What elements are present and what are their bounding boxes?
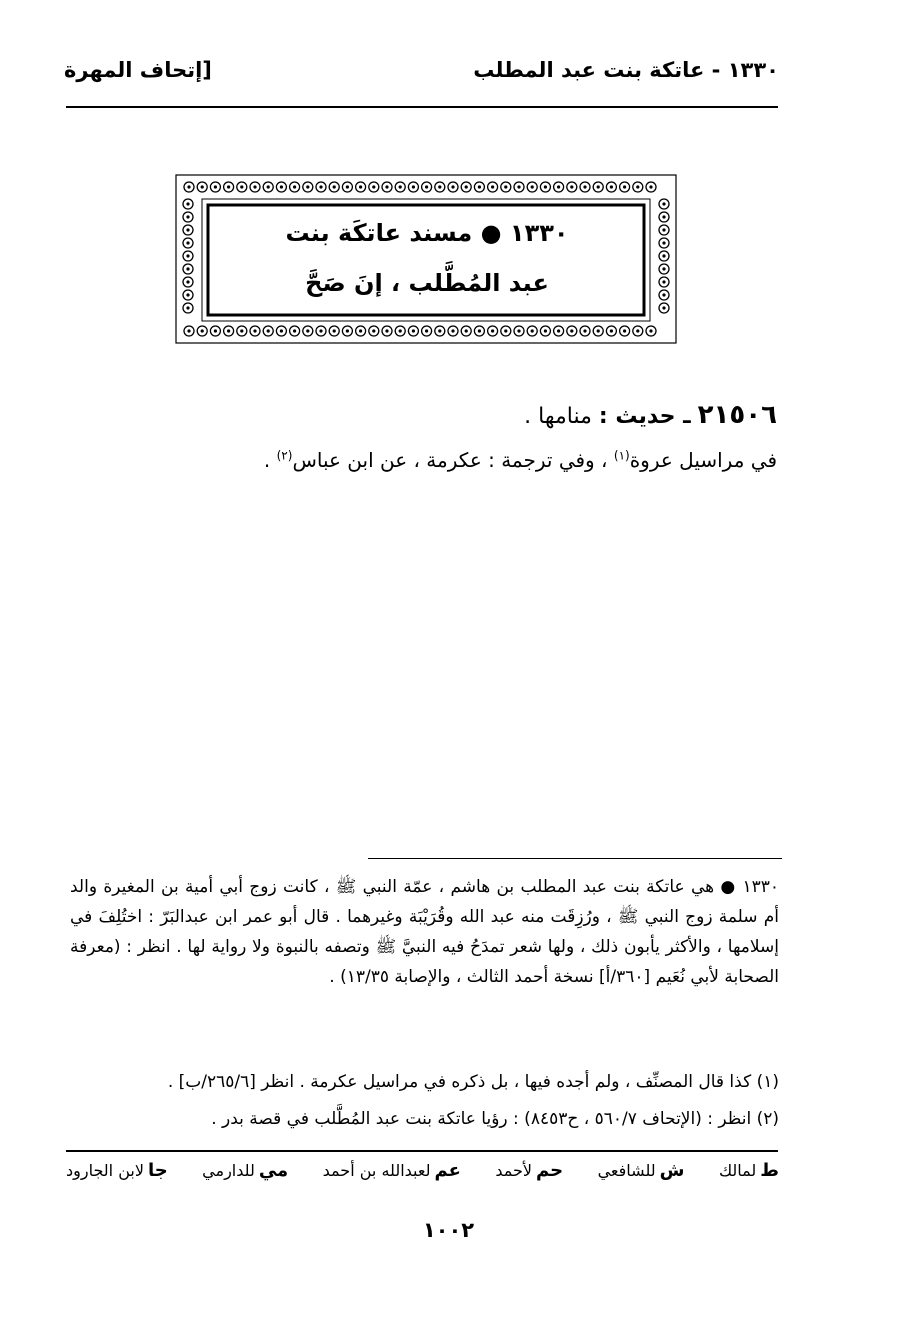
ornament-motif bbox=[461, 326, 471, 336]
ornament-motif bbox=[224, 326, 234, 336]
ornament-motif bbox=[316, 182, 326, 192]
ornament-motif bbox=[290, 326, 300, 336]
ornament-motif bbox=[183, 290, 193, 300]
source-end: . bbox=[263, 448, 271, 472]
ornament-motif bbox=[448, 182, 458, 192]
section-title-line1: ١٣٣٠ ● مسند عاتكَة بنت bbox=[285, 219, 569, 247]
ornament-motif bbox=[633, 326, 643, 336]
ornament-motif bbox=[290, 182, 300, 192]
ornament-motif bbox=[382, 182, 392, 192]
ornament-motif bbox=[408, 182, 418, 192]
footnote-rule bbox=[368, 858, 782, 859]
ornament-motif bbox=[580, 182, 590, 192]
ornament-motif bbox=[659, 277, 669, 287]
ornament-motif bbox=[620, 326, 630, 336]
ornament-motif bbox=[183, 303, 193, 313]
ornament-motif bbox=[474, 182, 484, 192]
ornament-motif bbox=[593, 326, 603, 336]
sigla-item: ش للشافعي bbox=[597, 1160, 685, 1181]
sigla-item: ط لمالك bbox=[718, 1160, 779, 1181]
ornament-motif bbox=[659, 264, 669, 274]
ornament-motif bbox=[316, 326, 326, 336]
ornament-motif bbox=[250, 182, 260, 192]
ornament-motif bbox=[580, 326, 590, 336]
ornament-motif bbox=[448, 326, 458, 336]
ornament-motif bbox=[659, 290, 669, 300]
ornament-motif bbox=[237, 182, 247, 192]
hadith-number: ٢١٥٠٦ bbox=[697, 400, 777, 430]
ornament-motif bbox=[540, 326, 550, 336]
ornament-motif bbox=[250, 326, 260, 336]
ornament-motif bbox=[501, 326, 511, 336]
source-a: في مراسيل عروة bbox=[629, 448, 777, 472]
ornament-motif bbox=[276, 182, 286, 192]
footnote-ref-2: (٢) bbox=[276, 448, 293, 463]
sigla-rule bbox=[66, 1150, 778, 1152]
sigla-item: حم لأحمد bbox=[495, 1160, 564, 1181]
ornament-motif bbox=[197, 326, 207, 336]
ornament-motif bbox=[646, 182, 656, 192]
ornament-motif bbox=[183, 251, 193, 261]
sigla-legend bbox=[66, 1160, 779, 1181]
running-header-title: ١٣٣٠ - عاتكة بنت عبد المطلب bbox=[473, 58, 779, 82]
ornament-motif bbox=[461, 182, 471, 192]
ornament-motif bbox=[342, 326, 352, 336]
ornament-motif bbox=[659, 212, 669, 222]
ornament-motif bbox=[263, 326, 273, 336]
ornament-motif bbox=[303, 182, 313, 192]
ornament-motif bbox=[435, 326, 445, 336]
ornament-motif bbox=[263, 182, 273, 192]
ornament-motif bbox=[633, 182, 643, 192]
ornament-motif bbox=[554, 182, 564, 192]
ornament-motif bbox=[422, 182, 432, 192]
ornament-motif bbox=[329, 182, 339, 192]
ornament-motif bbox=[224, 182, 234, 192]
ornament-motif bbox=[183, 264, 193, 274]
ornament-motif bbox=[659, 251, 669, 261]
ornament-motif bbox=[435, 182, 445, 192]
header-rule bbox=[66, 106, 778, 108]
section-title-line2: عبد المُطَّلب ، إنَ صَحَّ bbox=[305, 269, 549, 297]
ornament-motif bbox=[183, 238, 193, 248]
ornament-motif bbox=[540, 182, 550, 192]
ornament-motif bbox=[554, 326, 564, 336]
ornament-motif bbox=[593, 182, 603, 192]
footnote-ref-1: (١) bbox=[613, 448, 630, 463]
ornament-motif bbox=[567, 182, 577, 192]
ornament-motif bbox=[329, 326, 339, 336]
sigla-item: جا لابن الجارود bbox=[66, 1160, 168, 1181]
hadith-sources bbox=[264, 448, 777, 472]
ornament-motif bbox=[408, 326, 418, 336]
ornament-motif bbox=[527, 182, 537, 192]
ornamental-frame bbox=[175, 174, 677, 344]
hadith-label: ـ حديث : bbox=[598, 404, 691, 429]
hadith-text: منامها . bbox=[524, 404, 592, 429]
ornament-motif bbox=[422, 326, 432, 336]
ornament-motif bbox=[501, 182, 511, 192]
ornament-motif bbox=[567, 326, 577, 336]
ornament-motif bbox=[646, 326, 656, 336]
hadith-heading bbox=[524, 400, 777, 430]
ornament-motif bbox=[356, 326, 366, 336]
ornament-motif bbox=[197, 182, 207, 192]
ornament-motif bbox=[395, 326, 405, 336]
running-header-book: [إتحاف المهرة bbox=[64, 58, 212, 82]
footnote-2: (٢) انظر : (الإتحاف ٥٦٠/٧ ، ح٨٤٥٣) : رؤيا عاتكة بنت عبد المُطَّلب في قصة بدر . bbox=[211, 1109, 779, 1129]
ornament-motif bbox=[183, 212, 193, 222]
ornament-motif bbox=[369, 182, 379, 192]
biography-footnote: ١٣٣٠ ● هي عاتكة بنت عبد المطلب بن هاشم ، عمّة النبي ﷺ ، كانت زوج أبي أمية بن المغيرة والد أم سلمة زوج النبي ﷺ ، ورُزِقَت منه عبد الله وقُرَيْبَة وغيرهما . قال أبو عمر ابن عبدالبَرّ : اختُلِفَ في إسلامها ، والأكثر يأبون ذلك ، ولها شعر تمدَحُ فيه النبيَّ ﷺ وتصفه بالنبوة ولا رواية لها . انظر : (معرفة الصحابة لأبي نُعَيم [٣٦٠/أ] نسخة أحمد الثالث ، والإصابة ١٣/٣٥) . bbox=[70, 877, 779, 987]
ornament-motif bbox=[183, 277, 193, 287]
ornament-motif bbox=[659, 199, 669, 209]
ornament-motif bbox=[210, 182, 220, 192]
ornament-motif bbox=[659, 225, 669, 235]
ornament-motif bbox=[237, 326, 247, 336]
ornament-motif bbox=[183, 199, 193, 209]
ornament-motif bbox=[659, 238, 669, 248]
source-b: ، وفي ترجمة : عكرمة ، عن ابن عباس bbox=[292, 448, 608, 472]
ornament-motif bbox=[183, 225, 193, 235]
ornament-motif bbox=[620, 182, 630, 192]
ornament-motif bbox=[514, 326, 524, 336]
ornament-motif bbox=[606, 326, 616, 336]
sigla-item: مي للدارمي bbox=[202, 1160, 289, 1181]
ornament-motif bbox=[210, 326, 220, 336]
ornament-motif bbox=[474, 326, 484, 336]
ornament-motif bbox=[382, 326, 392, 336]
ornament-motif bbox=[395, 182, 405, 192]
ornament-motif bbox=[303, 326, 313, 336]
page-number: ١٠٠٢ bbox=[422, 1218, 475, 1242]
sigla-item: عم لعبدالله بن أحمد bbox=[322, 1160, 461, 1181]
ornament-motif bbox=[369, 326, 379, 336]
ornament-motif bbox=[184, 182, 194, 192]
ornament-motif bbox=[488, 326, 498, 336]
footnote-1: (١) كذا قال المصنِّف ، ولم أجده فيها ، بل ذكره في مراسيل عكرمة . انظر [٢٦٥/٦/ب] . bbox=[167, 1072, 779, 1092]
ornament-motif bbox=[606, 182, 616, 192]
ornament-motif bbox=[488, 182, 498, 192]
ornament-motif bbox=[342, 182, 352, 192]
ornament-motif bbox=[514, 182, 524, 192]
ornament-motif bbox=[527, 326, 537, 336]
ornament-motif bbox=[276, 326, 286, 336]
ornament-motif bbox=[356, 182, 366, 192]
ornament-motif bbox=[184, 326, 194, 336]
ornament-motif bbox=[659, 303, 669, 313]
